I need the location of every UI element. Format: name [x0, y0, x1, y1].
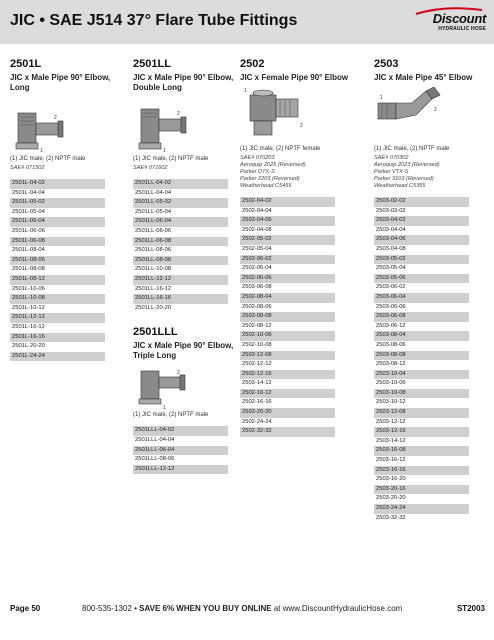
spec-line: Parker 2203 (Reversed) — [240, 176, 300, 182]
part-number-row: 2501L-05-04 — [12, 208, 45, 215]
part-number-row: 2501LLL-12-12 — [133, 465, 228, 475]
separator: • — [134, 604, 137, 613]
port-label-2: 2 — [177, 370, 180, 377]
part-number-row: 2502-14-12 — [242, 380, 272, 387]
part-number-row: 2501L-08-06 — [10, 256, 105, 266]
spec-lines — [133, 165, 238, 172]
parts-list — [133, 179, 228, 313]
part-number-row: 2503-16-12 — [376, 457, 406, 464]
part-number-row: 2501LLL-06-04 — [133, 446, 228, 456]
part-number-row: 2502-06-02 — [240, 255, 335, 265]
page-footer — [0, 603, 494, 617]
part-number-row: 2503-04-06 — [374, 235, 469, 245]
part-number-row: 2503-06-02 — [376, 284, 406, 291]
spec-lines — [10, 165, 118, 172]
port-description: (1) JIC male, (2) NPTF female — [240, 146, 321, 152]
part-number-row: 2501L-08-08 — [12, 266, 45, 273]
product-2501l — [10, 58, 118, 361]
part-number-row: 2503-14-12 — [376, 437, 406, 444]
part-number-row: 2501LL-06-04 — [133, 217, 228, 227]
fitting-illustration — [133, 97, 238, 155]
part-number-row: 2501LLL-08-06 — [135, 456, 175, 463]
website-link[interactable]: at www.DiscountHydraulicHose.com — [273, 604, 403, 613]
spec-line: Aeroquip 2025 (Reversed) — [240, 162, 306, 168]
parts-list — [374, 197, 469, 523]
part-number-row: 2501L-12-12 — [10, 313, 105, 323]
port-label-1: 1 — [380, 95, 383, 101]
port-label-1: 1 — [244, 88, 247, 94]
page-title: JIC • SAE J514 37° Flare Tube Fittings — [10, 12, 298, 29]
part-number-row: 2501L-08-12 — [10, 275, 105, 285]
part-number-row: 2502-16-12 — [240, 389, 335, 399]
part-number-row: 2503-10-04 — [374, 370, 469, 380]
part-number-row: 2502-04-04 — [242, 207, 272, 214]
port-label-2: 2 — [434, 107, 437, 113]
part-number-row: 2503-04-08 — [376, 245, 406, 252]
part-number-row: 2501LL-20-20 — [135, 304, 172, 311]
part-number-row: 2501L-08-04 — [12, 247, 45, 254]
product-description: JIC x Female Pipe 90° Elbow — [240, 73, 349, 82]
part-number-row: 2503-20-20 — [376, 495, 406, 502]
part-number-row: 2501L-10-08 — [10, 294, 105, 304]
page-header — [0, 0, 494, 44]
part-number-row: 2502-08-08 — [240, 312, 335, 322]
page-number: Page 50 — [10, 604, 41, 613]
part-number-row: 2501LL-16-16 — [133, 294, 228, 304]
spec-line: Aeroquip 2023 (Reversed) — [374, 162, 440, 168]
part-number-row: 2501LL-04-02 — [133, 179, 228, 189]
parts-list — [133, 426, 228, 474]
spec-line: SAE# 071602 — [133, 165, 168, 171]
part-number-row: 2503-10-12 — [376, 399, 406, 406]
part-number-row: 2503-06-04 — [374, 293, 469, 303]
port-description: (1) JIC male, (2) NPTF male — [133, 412, 209, 419]
port-label-2: 2 — [300, 123, 303, 129]
elbow-fitting-icon — [133, 97, 193, 155]
part-number-row: 2501L-16-16 — [10, 333, 105, 343]
part-number-row: 2502-10-08 — [242, 341, 272, 348]
product-2501ll — [133, 58, 238, 474]
product-2503 — [374, 58, 489, 523]
catalog-code: ST2003 — [456, 604, 485, 613]
part-number-row: 2503-08-04 — [374, 331, 469, 341]
part-number-row: 2502-24-24 — [242, 418, 272, 425]
part-number-row: 2501L-24-24 — [10, 352, 105, 362]
part-number-row: 2501LLL-04-02 — [133, 426, 228, 436]
part-number-row: 2501LL-06-06 — [135, 227, 172, 234]
part-number-row: 2501LL-05-02 — [133, 198, 228, 208]
part-number-row: 2503-05-02 — [374, 255, 469, 265]
port-label-1: 1 — [163, 148, 166, 154]
part-number-row: 2502-32-32 — [240, 427, 335, 437]
part-number-row: 2502-06-08 — [242, 284, 272, 291]
brand-logo — [410, 7, 486, 37]
spec-line: SAE# 071502 — [10, 165, 45, 171]
part-number-row: 2502-04-02 — [240, 197, 335, 207]
part-number-row: 2503-03-02 — [376, 207, 406, 214]
spec-lines — [374, 155, 489, 190]
footer-contact — [82, 604, 402, 613]
part-number-row: 2503-12-08 — [374, 408, 469, 418]
product-2502 — [240, 58, 358, 437]
part-number-row: 2502-08-04 — [240, 293, 335, 303]
spec-line: Parker VTX-S — [374, 169, 409, 175]
part-number-row: 2503-20-16 — [374, 485, 469, 495]
logo-subtitle: HYDRAULIC HOSE — [438, 26, 486, 32]
parts-list — [10, 179, 105, 361]
spec-line: Weatherhead C5355 — [374, 183, 426, 189]
logo-wordmark: Discount — [432, 11, 486, 26]
elbow-fitting-icon — [10, 97, 70, 155]
part-number-row: 2502-10-06 — [240, 331, 335, 341]
port-label-1: 1 — [163, 405, 166, 412]
part-number-row: 2501L-20-20 — [12, 343, 45, 350]
port-label-1: 1 — [40, 148, 43, 154]
part-number-row: 2503-04-04 — [376, 226, 406, 233]
part-number-row: 2501L-05-02 — [10, 198, 105, 208]
spec-line: Weatherhead C5455 — [240, 183, 292, 189]
part-number-row: 2503-24-24 — [374, 504, 469, 514]
fitting-illustration — [133, 365, 238, 411]
part-number-row: 2501LL-16-12 — [135, 285, 172, 292]
part-number-row: 2503-08-08 — [374, 351, 469, 361]
product-number: 2503 — [374, 58, 399, 70]
part-number-row: 2503-04-02 — [374, 216, 469, 226]
part-number-row: 2503-06-06 — [376, 303, 406, 310]
port-description: (1) JIC male, (2) NPTF male — [133, 156, 209, 162]
part-number-row: 2503-05-06 — [374, 274, 469, 284]
part-number-row: 2503-16-08 — [374, 446, 469, 456]
part-number-row: 2501LL-12-12 — [133, 275, 228, 285]
part-number-row: 2502-12-12 — [242, 361, 272, 368]
part-number-row: 2501L-16-12 — [12, 323, 45, 330]
phone-number: 800-535-1302 — [82, 604, 132, 613]
part-number-row: 2503-05-04 — [376, 265, 406, 272]
part-number-row: 2503-02-02 — [374, 197, 469, 207]
product-description: JIC x Male Pipe 45° Elbow — [374, 73, 473, 82]
part-number-row: 2503-16-20 — [376, 476, 406, 483]
port-description: (1) JIC male, (2) NPTF male — [10, 156, 86, 162]
fitting-illustration — [240, 87, 358, 145]
part-number-row: 2503-08-06 — [376, 341, 406, 348]
spec-line: Parker 3103 (Reversed) — [374, 176, 434, 182]
port-label-2: 2 — [54, 115, 57, 121]
part-number-row: 2501L-06-08 — [10, 237, 105, 247]
part-number-row: 2503-12-16 — [374, 427, 469, 437]
part-number-row: 2503-08-12 — [376, 361, 406, 368]
product-description: JIC x Male Pipe 90° Elbow, Double Long — [133, 73, 234, 92]
part-number-row: 2503-10-06 — [376, 380, 406, 387]
fitting-illustration — [10, 97, 118, 155]
product-number: 2501LLL — [133, 326, 178, 339]
part-number-row: 2501LL-06-08 — [133, 237, 228, 247]
parts-list — [240, 197, 335, 437]
part-number-row: 2502-16-16 — [242, 399, 272, 406]
part-number-row: 2502-05-02 — [240, 235, 335, 245]
part-number-row: 2503-10-08 — [374, 389, 469, 399]
part-number-row: 2501LL-08-08 — [133, 256, 228, 266]
part-number-row: 2501LL-10-08 — [135, 266, 172, 273]
product-number: 2501LL — [133, 58, 171, 70]
part-number-row: 2502-12-08 — [240, 351, 335, 361]
product-2501lll — [133, 326, 238, 474]
part-number-row: 2501LLL-04-04 — [135, 436, 175, 443]
part-number-row: 2501L-04-04 — [12, 189, 45, 196]
part-number-row: 2502-06-04 — [242, 265, 272, 272]
part-number-row: 2501LL-08-06 — [135, 247, 172, 254]
part-number-row: 2501L-10-06 — [12, 285, 45, 292]
elbow-fitting-icon — [133, 365, 193, 411]
part-number-row: 2502-04-08 — [242, 226, 272, 233]
part-number-row: 2501LL-05-04 — [135, 208, 172, 215]
port-description: (1) JIC male, (2) NPTF male — [374, 146, 450, 152]
part-number-row: 2501L-10-12 — [12, 304, 45, 311]
product-description: JIC x Male Pipe 90° Elbow, Triple Long — [133, 341, 234, 361]
spec-line: Parker DTX-S — [240, 169, 275, 175]
part-number-row: 2503-32-32 — [376, 514, 406, 521]
spec-lines — [240, 155, 358, 190]
spec-line: SAE# 070203 — [240, 155, 275, 161]
part-number-row: 2502-04-06 — [240, 216, 335, 226]
part-number-row: 2501L-06-04 — [10, 217, 105, 227]
part-number-row: 2501L-06-06 — [12, 227, 45, 234]
spec-line: SAE# 070302 — [374, 155, 409, 161]
part-number-row: 2503-16-16 — [374, 466, 469, 476]
port-label-2: 2 — [177, 111, 180, 117]
part-number-row: 2502-05-04 — [242, 245, 272, 252]
part-number-row: 2501LL-04-04 — [135, 189, 172, 196]
product-number: 2502 — [240, 58, 265, 70]
part-number-row: 2503-12-12 — [376, 418, 406, 425]
45-degree-elbow-fitting-icon — [374, 87, 444, 145]
part-number-row: 2502-12-16 — [240, 370, 335, 380]
part-number-row: 2502-06-06 — [240, 274, 335, 284]
part-number-row: 2503-06-08 — [374, 312, 469, 322]
part-number-row: 2502-08-12 — [242, 322, 272, 329]
part-number-row: 2503-06-12 — [376, 322, 406, 329]
product-number: 2501L — [10, 58, 42, 70]
online-offer: SAVE 6% WHEN YOU BUY ONLINE — [139, 604, 272, 613]
part-number-row: 2502-20-20 — [240, 408, 335, 418]
female-elbow-fitting-icon — [240, 87, 310, 145]
part-number-row: 2501L-04-02 — [10, 179, 105, 189]
product-description: JIC x Male Pipe 90° Elbow, Long — [10, 73, 111, 92]
part-number-row: 2502-08-06 — [242, 303, 272, 310]
fitting-illustration — [374, 87, 489, 145]
